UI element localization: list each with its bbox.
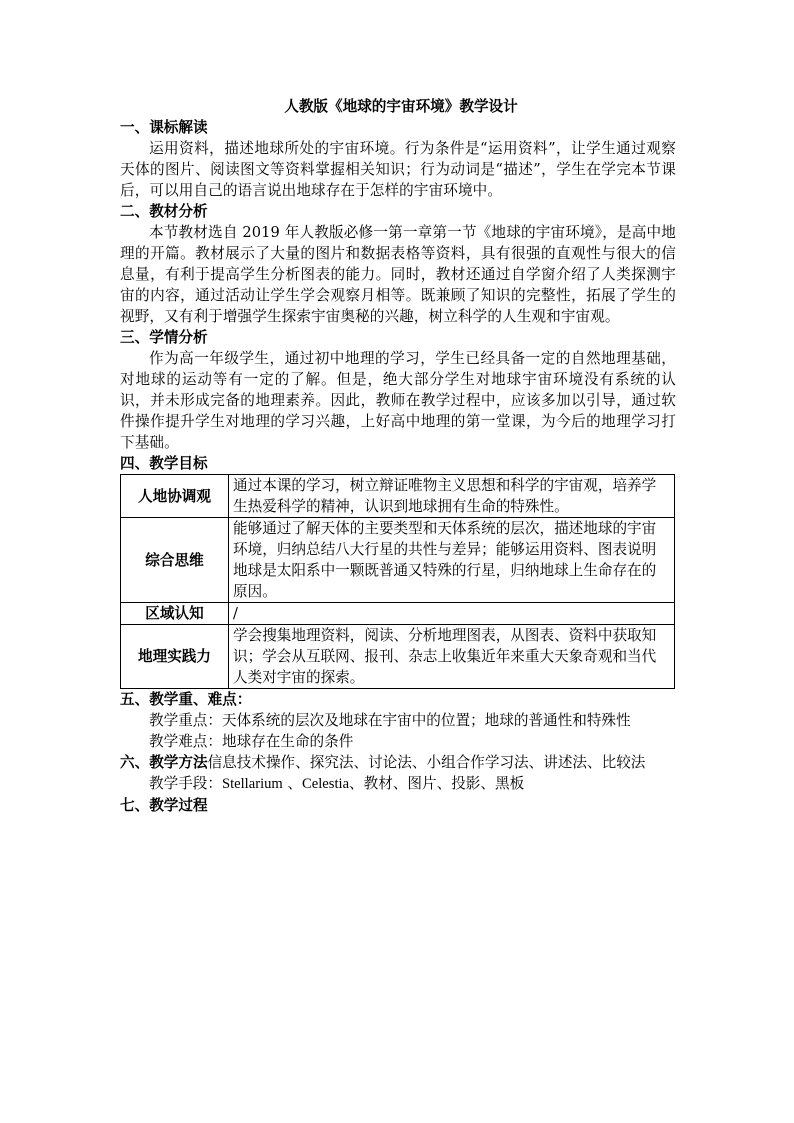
- goal-key: 地理实践力: [121, 625, 229, 689]
- teaching-means-separator: 、: [282, 775, 303, 792]
- teaching-means-software-1: Stellarium: [221, 776, 283, 792]
- table-row: [121, 625, 675, 689]
- goals-table: [120, 474, 675, 689]
- goal-value: 能够通过了解天体的主要类型和天体系统的层次，描述地球的宇宙环境，归纳总结八大行星的共性与差异；能够运用资料、图表说明地球是太阳系中一颗既普通又特殊的行星，归纳地球上生命存在的原因。: [229, 518, 675, 603]
- teaching-means-software-2: Celestia: [302, 776, 350, 792]
- goal-key: 综合思维: [121, 518, 229, 603]
- section-heading-process: 七、教学过程: [120, 797, 208, 814]
- teaching-means-label: 教学手段：: [149, 775, 222, 792]
- section-methods: [120, 752, 676, 773]
- section-body-methods: 信息技术操作、探究法、讨论法、小组合作学习法、讲述法、比较法: [207, 754, 646, 771]
- teaching-difficulty: 教学难点：地球存在生命的条件: [149, 733, 354, 750]
- section-body-textbook: 本节教材选自 2019 年人教版必修一第一章第一节《地球的宇宙环境》，是高中地理的开篇。教材展示了大量的图片和数据表格等资料，具有很强的直观性与很大的信息量，有利于提高学生分析图表的能力。同时，教材还通过自学窗介绍了人类探测宇宙的内容，通过活动让学生学会观察月相等。既兼顾了知识的完整性，拓展了学生的视野，又有利于增强学生探索宇宙奥秘的兴趣，树立科学的人生观和宇宙观。: [120, 224, 676, 325]
- section-body-standards: 运用资料，描述地球所处的宇宙环境。行为条件是“运用资料”，让学生通过观察天体的图片、阅读图文等资料掌握相关知识；行为动词是“描述”，学生在学完本节课后，可以用自己的语言说出地球存在于怎样的宇宙环境中。: [120, 140, 676, 199]
- section-heading-textbook: 二、教材分析: [120, 203, 208, 220]
- section-heading-students: 三、学情分析: [120, 329, 208, 346]
- section-heading-keypoints: 五、教学重、难点：: [120, 691, 252, 708]
- table-row: [121, 518, 675, 603]
- document-title: 人教版《地球的宇宙环境》教学设计: [284, 98, 518, 115]
- teaching-means-rest: 、教材、图片、投影、黑板: [349, 775, 525, 792]
- goal-key: 人地协调观: [121, 475, 229, 518]
- goal-value: /: [229, 603, 675, 625]
- section-body-students: 作为高一年级学生，通过初中地理的学习，学生已经具备一定的自然地理基础，对地球的运动等有一定的了解。但是，绝大部分学生对地球宇宙环境没有系统的认识，并未形成完备的地理素养。因此，教师在教学过程中，应该多加以引导，通过软件操作提升学生对地理的学习兴趣，上好高中地理的第一堂课，为今后的地理学习打下基础。: [120, 350, 676, 451]
- goal-key: 区域认知: [121, 603, 229, 625]
- teaching-means: [120, 773, 676, 795]
- goal-value: 通过本课的学习，树立辩证唯物主义思想和科学的宇宙观，培养学生热爱科学的精神，认识到地球拥有生命的特殊性。: [229, 475, 675, 518]
- document-page: [120, 96, 676, 816]
- table-row: [121, 475, 675, 518]
- section-heading-methods: 六、教学方法: [120, 754, 208, 771]
- teaching-focus: 教学重点：天体系统的层次及地球在宇宙中的位置；地球的普通性和特殊性: [149, 712, 631, 729]
- goal-value: 学会搜集地理资料，阅读、分析地理图表，从图表、资料中获取知识；学会从互联网、报刊、杂志上收集近年来重大天象奇观和当代人类对宇宙的探索。: [229, 625, 675, 689]
- section-heading-standards: 一、课标解读: [120, 119, 208, 136]
- table-row: [121, 603, 675, 625]
- section-heading-goals: 四、教学目标: [120, 455, 208, 472]
